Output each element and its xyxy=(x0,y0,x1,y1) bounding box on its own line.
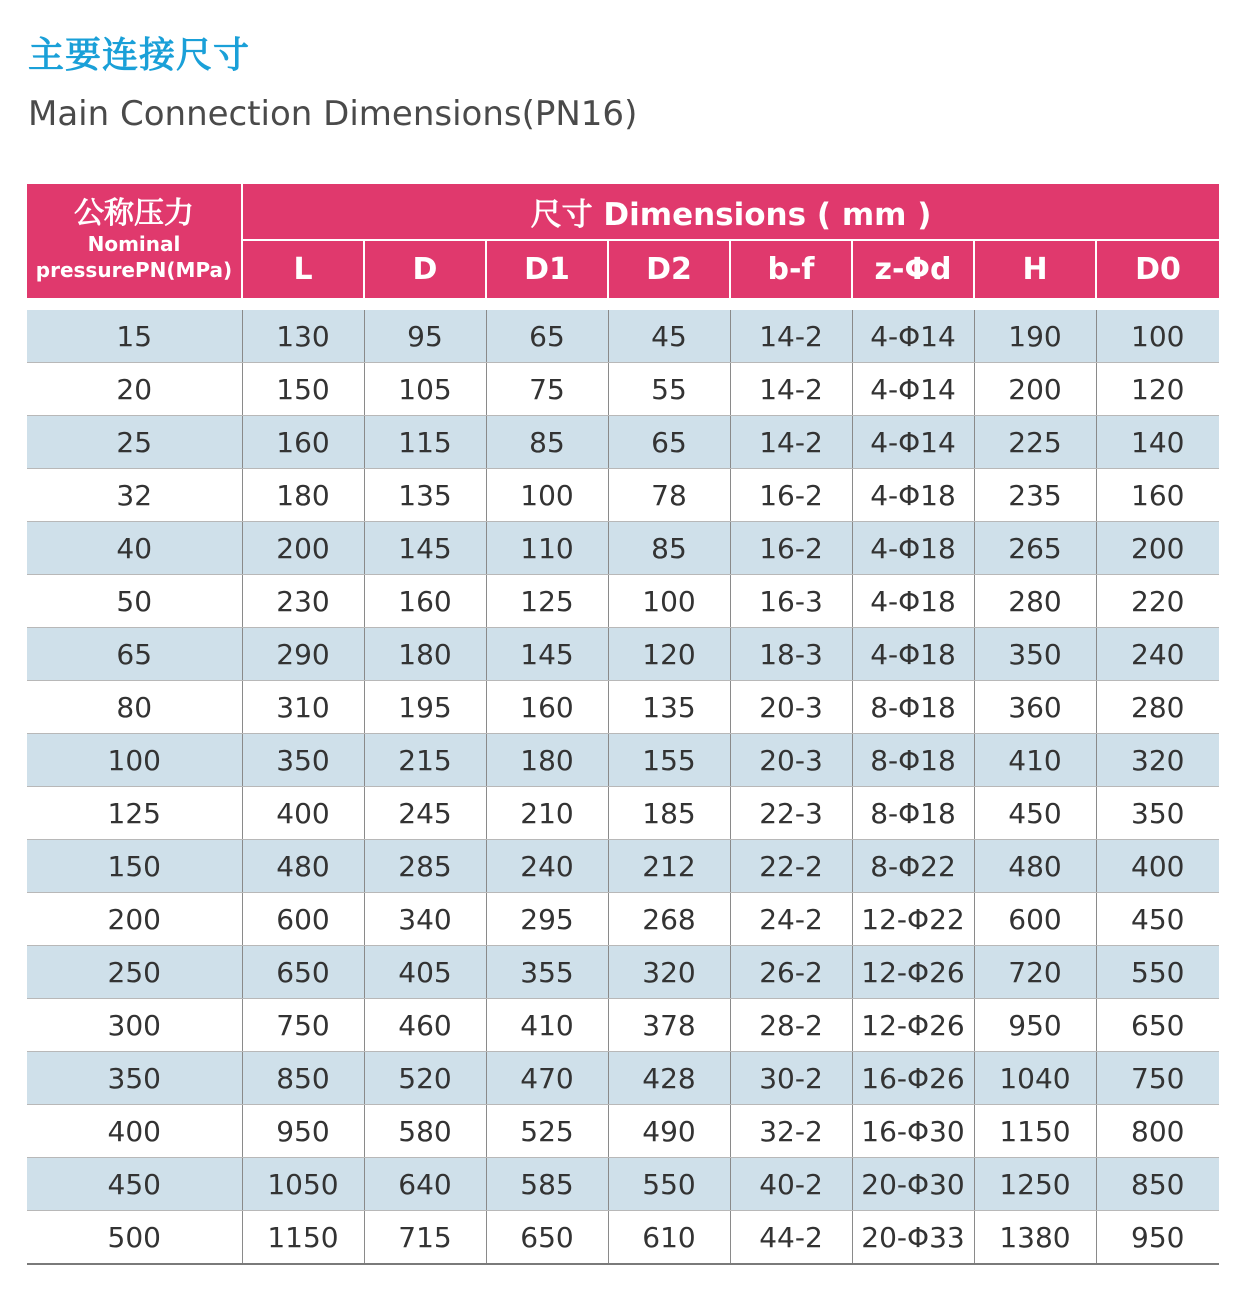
dimension-cell: 580 xyxy=(364,1105,486,1158)
nominal-pressure-cell: 32 xyxy=(27,469,242,522)
dimension-cell: 320 xyxy=(608,946,730,999)
dimension-cell: 230 xyxy=(242,575,364,628)
dimension-cell: 14-2 xyxy=(730,363,852,416)
dimension-cell: 450 xyxy=(974,787,1096,840)
dimension-cell: 950 xyxy=(1096,1211,1219,1265)
nominal-pressure-cell: 500 xyxy=(27,1211,242,1265)
dimension-cell: 610 xyxy=(608,1211,730,1265)
dimension-cell: 14-2 xyxy=(730,310,852,363)
dimension-cell: 145 xyxy=(364,522,486,575)
dimension-cell: 215 xyxy=(364,734,486,787)
dimension-cell: 850 xyxy=(242,1052,364,1105)
dimension-cell: 4-Φ18 xyxy=(852,628,974,681)
dimension-cell: 12-Φ26 xyxy=(852,946,974,999)
table-row xyxy=(27,575,1219,628)
column-header: D xyxy=(364,240,486,298)
dimension-cell: 20-Φ33 xyxy=(852,1211,974,1265)
dimension-cell: 1050 xyxy=(242,1158,364,1211)
dimension-cell: 190 xyxy=(974,310,1096,363)
dimension-cell: 4-Φ18 xyxy=(852,469,974,522)
dimension-cell: 20-Φ30 xyxy=(852,1158,974,1211)
dimension-cell: 65 xyxy=(486,310,608,363)
dimension-cell: 460 xyxy=(364,999,486,1052)
dimension-cell: 240 xyxy=(486,840,608,893)
nominal-pressure-cell: 125 xyxy=(27,787,242,840)
column-header: D0 xyxy=(1096,240,1219,298)
page-title-en: Main Connection Dimensions(PN16) xyxy=(28,94,638,134)
dimension-cell: 26-2 xyxy=(730,946,852,999)
dimension-cell: 120 xyxy=(608,628,730,681)
table-row xyxy=(27,787,1219,840)
nominal-pressure-cell: 25 xyxy=(27,416,242,469)
table-row xyxy=(27,628,1219,681)
dimension-cell: 200 xyxy=(1096,522,1219,575)
dimension-cell: 310 xyxy=(242,681,364,734)
dimension-cell: 20-3 xyxy=(730,681,852,734)
table-row xyxy=(27,416,1219,469)
dimension-cell: 378 xyxy=(608,999,730,1052)
dimension-cell: 280 xyxy=(974,575,1096,628)
dimension-cell: 1150 xyxy=(242,1211,364,1265)
dimension-cell: 750 xyxy=(1096,1052,1219,1105)
table-row xyxy=(27,681,1219,734)
column-header: L xyxy=(242,240,364,298)
dimension-cell: 20-3 xyxy=(730,734,852,787)
dimension-cell: 180 xyxy=(486,734,608,787)
dimension-cell: 160 xyxy=(486,681,608,734)
table-row xyxy=(27,363,1219,416)
dimension-cell: 32-2 xyxy=(730,1105,852,1158)
dimension-cell: 1250 xyxy=(974,1158,1096,1211)
nominal-pressure-cell: 20 xyxy=(27,363,242,416)
dimension-cell: 180 xyxy=(364,628,486,681)
dimension-cell: 100 xyxy=(608,575,730,628)
dimension-cell: 140 xyxy=(1096,416,1219,469)
dimension-cell: 490 xyxy=(608,1105,730,1158)
dimension-cell: 750 xyxy=(242,999,364,1052)
dimension-cell: 30-2 xyxy=(730,1052,852,1105)
dimension-cell: 410 xyxy=(974,734,1096,787)
dimension-cell: 125 xyxy=(486,575,608,628)
column-header: z-Φd xyxy=(852,240,974,298)
dimension-cell: 470 xyxy=(486,1052,608,1105)
dimension-cell: 245 xyxy=(364,787,486,840)
dimension-cell: 220 xyxy=(1096,575,1219,628)
table-row xyxy=(27,840,1219,893)
dimension-cell: 410 xyxy=(486,999,608,1052)
dimension-cell: 225 xyxy=(974,416,1096,469)
dimension-cell: 16-Φ26 xyxy=(852,1052,974,1105)
dimension-cell: 135 xyxy=(364,469,486,522)
dimension-cell: 650 xyxy=(242,946,364,999)
dimension-cell: 525 xyxy=(486,1105,608,1158)
table-row xyxy=(27,999,1219,1052)
dimension-cell: 585 xyxy=(486,1158,608,1211)
dimension-cell: 145 xyxy=(486,628,608,681)
nominal-pressure-cell: 250 xyxy=(27,946,242,999)
dimension-cell: 180 xyxy=(242,469,364,522)
dimension-cell: 85 xyxy=(608,522,730,575)
dimension-cell: 40-2 xyxy=(730,1158,852,1211)
dimension-cell: 550 xyxy=(1096,946,1219,999)
dimension-cell: 155 xyxy=(608,734,730,787)
dimension-cell: 95 xyxy=(364,310,486,363)
dimension-cell: 135 xyxy=(608,681,730,734)
dimension-cell: 18-3 xyxy=(730,628,852,681)
dimension-cell: 520 xyxy=(364,1052,486,1105)
dimension-cell: 160 xyxy=(1096,469,1219,522)
dimension-cell: 350 xyxy=(1096,787,1219,840)
table-row xyxy=(27,310,1219,363)
nominal-pressure-cell: 80 xyxy=(27,681,242,734)
dimension-cell: 1380 xyxy=(974,1211,1096,1265)
nominal-pressure-cell: 40 xyxy=(27,522,242,575)
table-row xyxy=(27,1052,1219,1105)
dimension-cell: 12-Φ26 xyxy=(852,999,974,1052)
dimension-cell: 110 xyxy=(486,522,608,575)
dimension-cell: 22-3 xyxy=(730,787,852,840)
dimension-cell: 1040 xyxy=(974,1052,1096,1105)
table-row xyxy=(27,946,1219,999)
dimension-cell: 240 xyxy=(1096,628,1219,681)
dimension-cell: 150 xyxy=(242,363,364,416)
dimension-cell: 8-Φ18 xyxy=(852,787,974,840)
dimension-cell: 195 xyxy=(364,681,486,734)
page-title-cn: 主要连接尺寸 xyxy=(28,35,251,76)
dimension-cell: 24-2 xyxy=(730,893,852,946)
dimension-cell: 320 xyxy=(1096,734,1219,787)
table-row xyxy=(27,893,1219,946)
dimension-cell: 800 xyxy=(1096,1105,1219,1158)
table-row xyxy=(27,1105,1219,1158)
dimension-cell: 100 xyxy=(486,469,608,522)
dimension-cell: 16-2 xyxy=(730,522,852,575)
dimension-cell: 16-3 xyxy=(730,575,852,628)
table-row xyxy=(27,469,1219,522)
dimension-cell: 235 xyxy=(974,469,1096,522)
header-gap xyxy=(27,298,1219,310)
dimension-cell: 100 xyxy=(1096,310,1219,363)
dimension-cell: 185 xyxy=(608,787,730,840)
dimension-cell: 4-Φ18 xyxy=(852,522,974,575)
dimension-cell: 450 xyxy=(1096,893,1219,946)
column-header: b-f xyxy=(730,240,852,298)
dimension-cell: 200 xyxy=(974,363,1096,416)
nominal-pressure-cell: 350 xyxy=(27,1052,242,1105)
nominal-pressure-cell: 450 xyxy=(27,1158,242,1211)
dimension-cell: 210 xyxy=(486,787,608,840)
table-row xyxy=(27,1211,1219,1265)
nominal-pressure-cell: 50 xyxy=(27,575,242,628)
dimension-cell: 78 xyxy=(608,469,730,522)
nominal-pressure-cell: 300 xyxy=(27,999,242,1052)
dimension-cell: 650 xyxy=(486,1211,608,1265)
dimension-cell: 285 xyxy=(364,840,486,893)
dimension-cell: 75 xyxy=(486,363,608,416)
dimension-cell: 115 xyxy=(364,416,486,469)
dimension-cell: 265 xyxy=(974,522,1096,575)
dimension-cell: 105 xyxy=(364,363,486,416)
nominal-pressure-cell: 100 xyxy=(27,734,242,787)
dimension-cell: 1150 xyxy=(974,1105,1096,1158)
dimensions-table xyxy=(27,184,1219,1265)
dimension-cell: 4-Φ14 xyxy=(852,416,974,469)
nominal-pressure-cell: 15 xyxy=(27,310,242,363)
nominal-pressure-header-en-line2: pressurePN(MPa) xyxy=(35,258,233,282)
dimension-cell: 360 xyxy=(974,681,1096,734)
dimension-cell: 340 xyxy=(364,893,486,946)
nominal-pressure-header xyxy=(27,184,242,298)
dimension-cell: 28-2 xyxy=(730,999,852,1052)
dimension-cell: 640 xyxy=(364,1158,486,1211)
dimension-cell: 200 xyxy=(242,522,364,575)
dimension-cell: 280 xyxy=(1096,681,1219,734)
dimension-cell: 22-2 xyxy=(730,840,852,893)
dimension-cell: 600 xyxy=(242,893,364,946)
column-header: D2 xyxy=(608,240,730,298)
nominal-pressure-cell: 65 xyxy=(27,628,242,681)
nominal-pressure-header-en-line1: Nominal xyxy=(87,232,181,256)
dimension-cell: 950 xyxy=(242,1105,364,1158)
nominal-pressure-cell: 400 xyxy=(27,1105,242,1158)
dimension-cell: 8-Φ18 xyxy=(852,734,974,787)
dimension-cell: 715 xyxy=(364,1211,486,1265)
dimension-cell: 16-Φ30 xyxy=(852,1105,974,1158)
dimension-cell: 480 xyxy=(974,840,1096,893)
dimension-cell: 8-Φ18 xyxy=(852,681,974,734)
dimension-cell: 212 xyxy=(608,840,730,893)
table-row xyxy=(27,522,1219,575)
dimension-cell: 400 xyxy=(1096,840,1219,893)
dimension-cell: 405 xyxy=(364,946,486,999)
dimension-cell: 55 xyxy=(608,363,730,416)
dimension-cell: 160 xyxy=(364,575,486,628)
dimension-cell: 4-Φ18 xyxy=(852,575,974,628)
column-header: D1 xyxy=(486,240,608,298)
dimension-cell: 4-Φ14 xyxy=(852,310,974,363)
dimension-cell: 350 xyxy=(974,628,1096,681)
dimension-cell: 44-2 xyxy=(730,1211,852,1265)
dimension-cell: 85 xyxy=(486,416,608,469)
table-row xyxy=(27,734,1219,787)
dimensions-header: 尺寸 Dimensions ( mm ) xyxy=(242,184,1219,240)
dimension-cell: 355 xyxy=(486,946,608,999)
dimension-cell: 130 xyxy=(242,310,364,363)
dimension-cell: 160 xyxy=(242,416,364,469)
dimension-cell: 550 xyxy=(608,1158,730,1211)
nominal-pressure-cell: 200 xyxy=(27,893,242,946)
dimension-cell: 65 xyxy=(608,416,730,469)
dimension-cell: 480 xyxy=(242,840,364,893)
dimension-cell: 720 xyxy=(974,946,1096,999)
dimension-cell: 268 xyxy=(608,893,730,946)
dimension-cell: 428 xyxy=(608,1052,730,1105)
column-header: H xyxy=(974,240,1096,298)
dimension-cell: 950 xyxy=(974,999,1096,1052)
dimension-cell: 8-Φ22 xyxy=(852,840,974,893)
dimension-cell: 400 xyxy=(242,787,364,840)
dimension-cell: 16-2 xyxy=(730,469,852,522)
dimension-cell: 600 xyxy=(974,893,1096,946)
dimension-cell: 650 xyxy=(1096,999,1219,1052)
dimension-cell: 290 xyxy=(242,628,364,681)
dimension-cell: 14-2 xyxy=(730,416,852,469)
dimension-cell: 295 xyxy=(486,893,608,946)
dimension-cell: 850 xyxy=(1096,1158,1219,1211)
nominal-pressure-cell: 150 xyxy=(27,840,242,893)
dimension-cell: 45 xyxy=(608,310,730,363)
table-row xyxy=(27,1158,1219,1211)
dimension-cell: 350 xyxy=(242,734,364,787)
nominal-pressure-header-cn: 公称压力 xyxy=(74,196,194,231)
dimension-cell: 4-Φ14 xyxy=(852,363,974,416)
dimension-cell: 120 xyxy=(1096,363,1219,416)
dimension-cell: 12-Φ22 xyxy=(852,893,974,946)
